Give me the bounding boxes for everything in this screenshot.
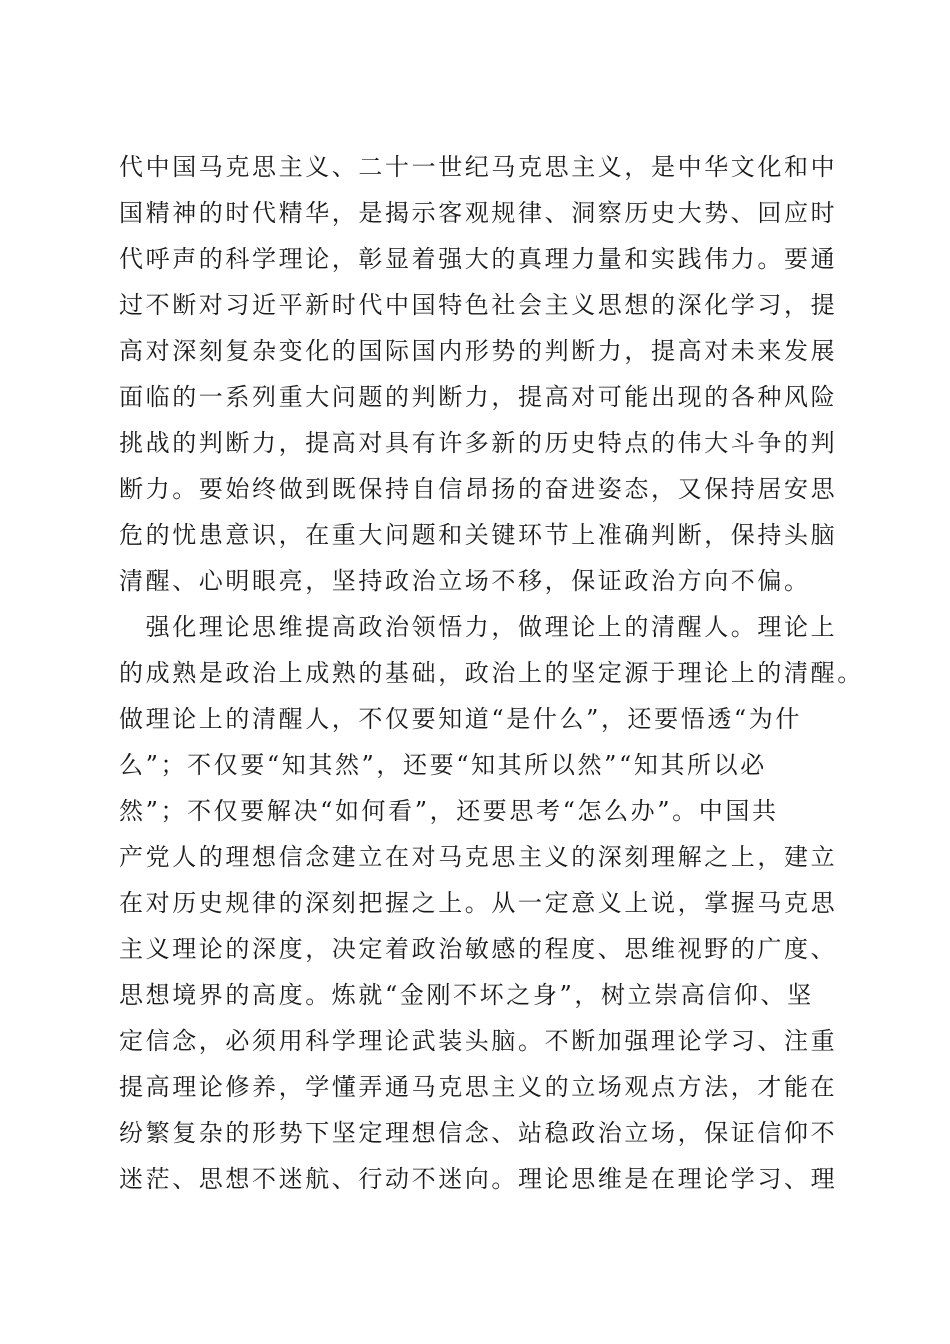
text-line: 迷茫、思想不迷航、行动不迷向。理论思维是在理论学习、理 — [119, 1165, 838, 1193]
text-line: 的成熟是政治上成熟的基础，政治上的坚定源于理论上的清醒。 — [119, 659, 864, 687]
paragraph-1 — [119, 144, 838, 604]
text-line: 断力。要始终做到既保持自信昂扬的奋进姿态，又保持居安思 — [119, 475, 838, 503]
text-line: 挑战的判断力，提高对具有许多新的历史特点的伟大斗争的判 — [119, 429, 838, 457]
paragraph-2 — [119, 604, 864, 1202]
text-line: 提高理论修养，学懂弄通马克思主义的立场观点方法，才能在 — [119, 1073, 838, 1101]
body-text — [119, 144, 864, 1202]
text-line: 清醒、心明眼亮，坚持政治立场不移，保证政治方向不偏。 — [119, 567, 811, 595]
text-line: 思想境界的高度。炼就“金刚不坏之身”，树立崇高信仰、坚 — [119, 981, 814, 1009]
text-line: 然”；不仅要解决“如何看”，还要思考“怎么办”。中国共 — [119, 797, 779, 825]
text-line: 过不断对习近平新时代中国特色社会主义思想的深化学习，提 — [119, 291, 838, 319]
text-line: 国精神的时代精华，是揭示客观规律、洞察历史大势、回应时 — [119, 199, 838, 227]
text-line: 高对深刻复杂变化的国际国内形势的判断力，提高对未来发展 — [119, 337, 838, 365]
text-line: 面临的一系列重大问题的判断力，提高对可能出现的各种风险 — [119, 383, 838, 411]
text-line: 强化理论思维提高政治领悟力，做理论上的清醒人。理论上 — [119, 613, 838, 641]
text-line: 做理论上的清醒人，不仅要知道“是什么”，还要悟透“为什 — [119, 705, 803, 733]
text-line: 代中国马克思主义、二十一世纪马克思主义，是中华文化和中 — [119, 153, 838, 181]
text-line: 纷繁复杂的形势下坚定理想信念、站稳政治立场，保证信仰不 — [119, 1119, 838, 1147]
text-line: 主义理论的深度，决定着政治敏感的程度、思维视野的广度、 — [119, 935, 838, 963]
text-line: 危的忧患意识，在重大问题和关键环节上准确判断，保持头脑 — [119, 521, 838, 549]
text-line: 定信念，必须用科学理论武装头脑。不断加强理论学习、注重 — [119, 1027, 838, 1055]
text-line: 产党人的理想信念建立在对马克思主义的深刻理解之上，建立 — [119, 843, 838, 871]
text-line: 么”；不仅要“知其然”，还要“知其所以然”“知其所以必 — [119, 751, 767, 779]
text-line: 代呼声的科学理论，彰显着强大的真理力量和实践伟力。要通 — [119, 245, 838, 273]
text-line: 在对历史规律的深刻把握之上。从一定意义上说，掌握马克思 — [119, 889, 838, 917]
